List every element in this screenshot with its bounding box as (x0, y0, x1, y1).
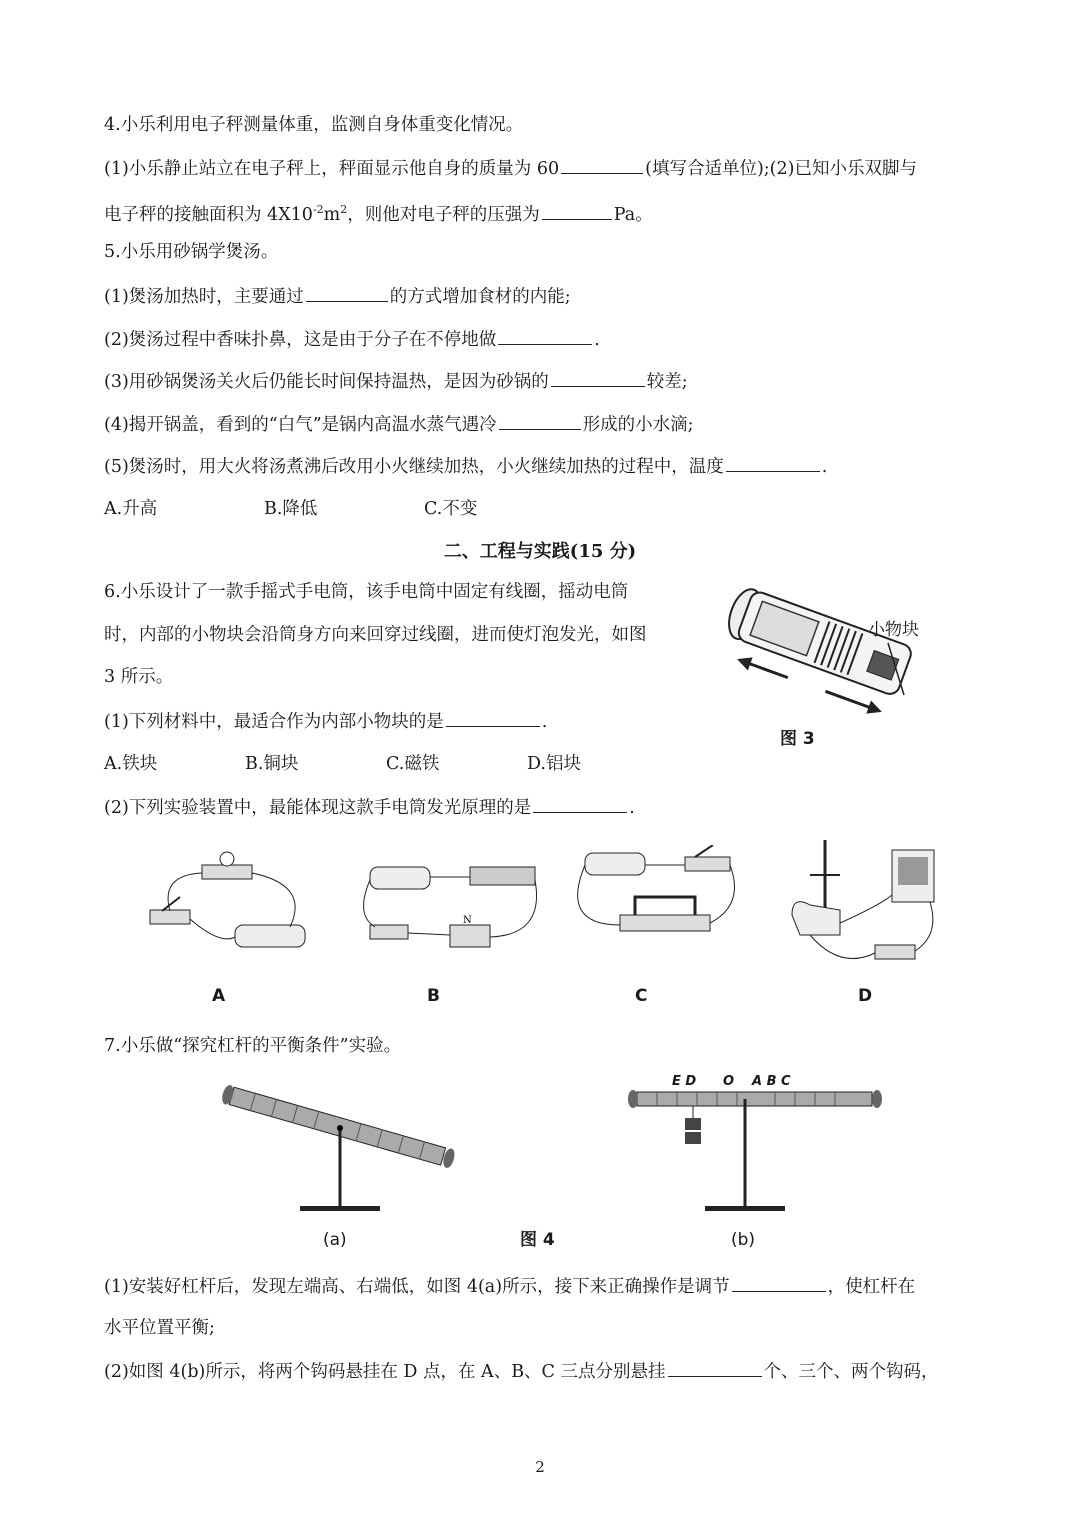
q5-sub3 (104, 368, 688, 394)
q5-s4-text: (4)揭开锅盖，看到的“白气”是锅内高温水蒸气遇冷 (104, 415, 497, 435)
answer-blank[interactable] (542, 201, 612, 220)
q5-s1-text: (1)煲汤加热时，主要通过 (104, 287, 304, 307)
q5-s2-text: (2)煲汤过程中香味扑鼻，这是由于分子在不停地做 (104, 330, 497, 350)
q6-option-d: D.铝块 (527, 754, 581, 774)
q6-s1-tail: . (541, 712, 548, 732)
figure4a-label: (a) (323, 1230, 347, 1250)
q4-stem: 4.小乐利用电子秤测量体重，监测自身体重变化情况。 (104, 115, 524, 135)
q5-s3-text: (3)用砂锅煲汤关火后仍能长时间保持温热，是因为砂锅的 (104, 372, 549, 392)
q6-s2-text: (2)下列实验装置中，最能体现这款手电筒发光原理的是 (104, 798, 532, 818)
q5-s5-tail: . (821, 457, 828, 477)
q4-p1-text-a: (1)小乐静止站立在电子秤上，秤面显示他自身的质量为 60 (104, 159, 560, 179)
figure3-caption: 图 3 (780, 729, 815, 749)
exponent: -2 (312, 203, 324, 216)
answer-blank[interactable] (726, 453, 820, 472)
section-heading: 二、工程与实践(15 分) (443, 541, 637, 562)
figure4b-label: (b) (731, 1230, 756, 1250)
apparatus-a-diagram (140, 845, 320, 965)
figure4-caption: 图 4 (520, 1230, 555, 1250)
q5-sub4 (104, 411, 694, 437)
apparatus-label-b: B (427, 986, 440, 1006)
q4-p1-text-c: 电子秤的接触面积为 4X10 (104, 204, 313, 225)
answer-blank[interactable] (498, 326, 592, 345)
exponent: 2 (340, 203, 348, 216)
q6-option-c: C.磁铁 (386, 754, 440, 774)
q6-sub1 (104, 708, 547, 734)
q6-option-a: A.铁块 (104, 754, 158, 774)
q7-stem: 7.小乐做“探究杠杆的平衡条件”实验。 (104, 1036, 402, 1056)
svg-text:N: N (463, 915, 472, 926)
q5-option-c: C.不变 (424, 499, 478, 519)
q7-sub1 (104, 1273, 915, 1299)
answer-blank[interactable] (668, 1358, 762, 1377)
q5-sub1 (104, 283, 571, 309)
q6-option-b: B.铜块 (245, 754, 299, 774)
q6-stem-line2: 时，内部的小物块会沿筒身方向来回穿过线圈，进而使灯泡发光，如图 (104, 625, 647, 645)
flashlight-figure (708, 585, 948, 745)
answer-blank[interactable] (306, 283, 388, 302)
q4-p1-text-e: ，则他对电子秤的压强为 (347, 204, 540, 225)
lever-figure-a (215, 1068, 465, 1223)
apparatus-label-c: C (635, 986, 648, 1006)
q4-p1-text-f: Pa。 (613, 204, 653, 225)
answer-blank[interactable] (499, 411, 581, 430)
q5-s4-tail: 形成的小水滴; (582, 415, 694, 435)
q7-sub1-cont: 水平位置平衡; (104, 1318, 215, 1338)
apparatus-label-d: D (858, 986, 873, 1006)
lever-points-right: A B C (752, 1074, 791, 1089)
q7-s1-tail: ，使杠杆在 (827, 1277, 916, 1297)
lever-points-left: E D (672, 1074, 697, 1089)
answer-blank[interactable] (732, 1273, 826, 1292)
q7-s2-text: (2)如图 4(b)所示，将两个钩码悬挂在 D 点，在 A、B、C 三点分别悬挂 (104, 1362, 666, 1382)
q5-sub2 (104, 326, 600, 352)
q4-unit: m (323, 204, 341, 225)
apparatus-c-diagram (565, 845, 755, 965)
q7-sub2 (104, 1358, 939, 1384)
q5-option-b: B.降低 (264, 499, 318, 519)
q6-s2-tail: . (629, 798, 635, 818)
lever-point-o: O (723, 1074, 735, 1089)
q5-s2-tail: . (594, 330, 600, 350)
apparatus-b-diagram (355, 845, 545, 965)
lever-figure-b (625, 1068, 885, 1223)
q6-stem-line3: 3 所示。 (104, 667, 174, 687)
q5-option-a: A.升高 (104, 499, 158, 519)
small-block-label: 小物块 (868, 620, 919, 640)
q6-s1-text: (1)下列材料中，最适合作为内部小物块的是 (104, 712, 444, 732)
q6-sub2 (104, 794, 635, 820)
answer-blank[interactable] (533, 794, 627, 813)
answer-blank[interactable] (446, 708, 540, 727)
apparatus-label-a: A (212, 986, 226, 1006)
q4-part1 (104, 155, 917, 181)
q5-s5-text: (5)煲汤时，用大火将汤煮沸后改用小火继续加热，小火继续加热的过程中，温度 (104, 457, 724, 477)
q4-p1-text-b: (填写合适单位);(2)已知小乐双脚与 (645, 159, 917, 179)
q5-stem: 5.小乐用砂锅学煲汤。 (104, 242, 279, 262)
answer-blank[interactable] (561, 155, 643, 174)
q6-stem-line1: 6.小乐设计了一款手摇式手电筒，该手电筒中固定有线圈，摇动电筒 (104, 582, 629, 602)
q5-s3-tail: 较差; (646, 372, 688, 392)
q4-part2 (104, 198, 653, 227)
answer-blank[interactable] (551, 368, 645, 387)
q7-s1-text: (1)安装好杠杆后，发现左端高、右端低，如图 4(a)所示，接下来正确操作是调节 (104, 1277, 730, 1297)
q7-s2-tail: 个、三个、两个钩码， (763, 1362, 939, 1382)
q5-s1-tail: 的方式增加食材的内能; (389, 287, 571, 307)
q5-sub5 (104, 453, 827, 479)
page-number: 2 (535, 1458, 545, 1476)
apparatus-d-diagram (780, 835, 950, 970)
